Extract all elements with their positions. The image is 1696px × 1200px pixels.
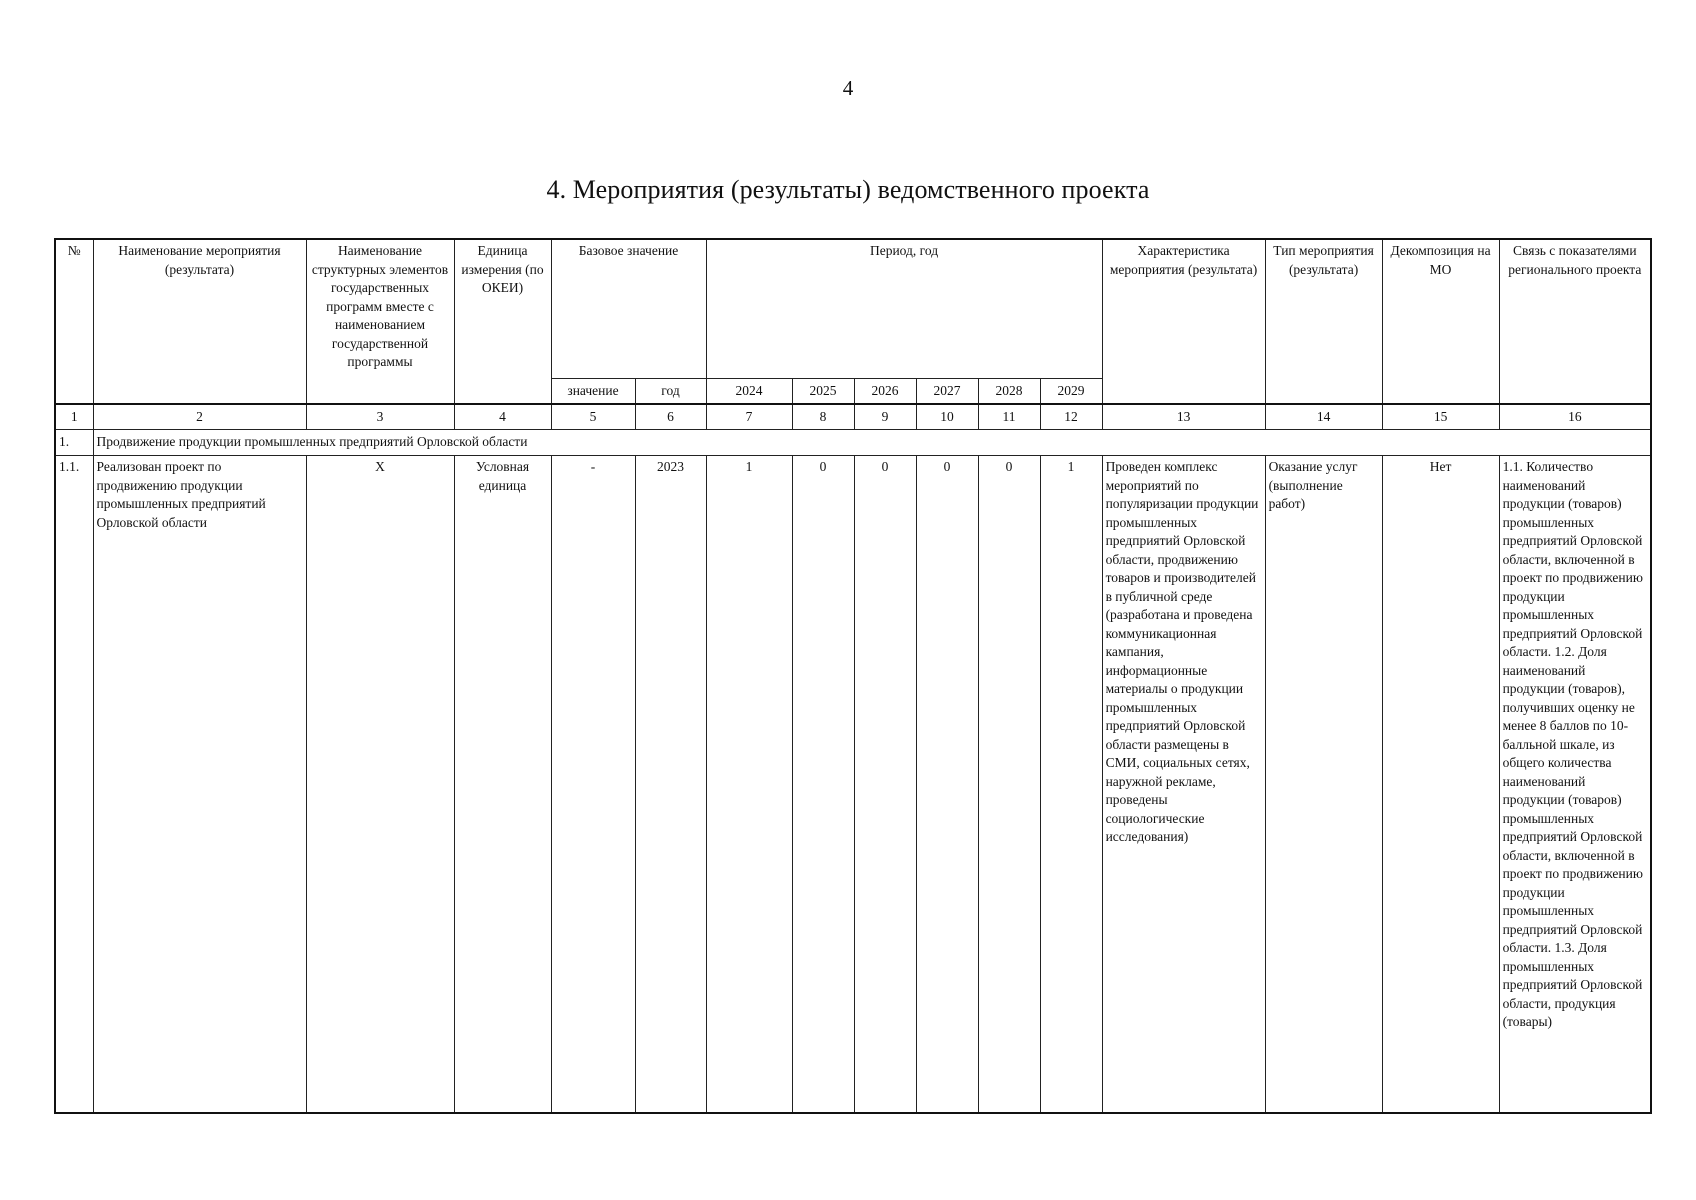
column-number: 2 xyxy=(93,404,306,430)
row-elements: X xyxy=(306,456,454,1114)
row-link: 1.1. Количество наименований продукции (товаров) промышленных предприятий Орловской области, включенной в проект по продвижению продукции промышленных предприятий Орловской области. 1.2. Доля наименований продукции (товаров), получивших оценку не менее 8 баллов по 10-балльной шкале, из общего количества наименований продукции (товаров) промышленных предприятий Орловской области, включенной в проект по продвижению продукции промышленных предприятий Орловской области. 1.3. Доля промышленных предприятий Орловской области, продукция (товары) xyxy=(1499,456,1651,1114)
row-base-year: 2023 xyxy=(635,456,706,1114)
row-decomposition: Нет xyxy=(1382,456,1499,1114)
column-number-row xyxy=(55,404,1651,430)
section-number: 1. xyxy=(55,430,93,456)
row-characteristic: Проведен комплекс мероприятий по популяризации продукции промышленных предприятий Орловской области, продвижению товаров и производителей в публичной среде (разработана и проведена коммуникационная кампания, информационные материалы о продукции промышленных предприятий Орловской области размещены в СМИ, социальных сетях, наружной рекламе, проведены социологические исследования) xyxy=(1102,456,1265,1114)
row-value-2025: 0 xyxy=(792,456,854,1114)
header-base-year: год xyxy=(635,379,706,405)
row-type: Оказание услуг (выполнение работ) xyxy=(1265,456,1382,1114)
column-number: 5 xyxy=(551,404,635,430)
header-year-2029: 2029 xyxy=(1040,379,1102,405)
column-number: 12 xyxy=(1040,404,1102,430)
column-number: 8 xyxy=(792,404,854,430)
header-base: Базовое значение xyxy=(551,239,706,379)
column-number: 13 xyxy=(1102,404,1265,430)
header-name: Наименование мероприятия (результата) xyxy=(93,239,306,404)
row-base-value: - xyxy=(551,456,635,1114)
row-unit: Условная единица xyxy=(454,456,551,1114)
row-value-2029: 1 xyxy=(1040,456,1102,1114)
header-link: Связь с показателями регионального проекта xyxy=(1499,239,1651,404)
header-type: Тип мероприятия (результата) xyxy=(1265,239,1382,404)
column-number: 10 xyxy=(916,404,978,430)
column-number: 7 xyxy=(706,404,792,430)
header-year-2027: 2027 xyxy=(916,379,978,405)
header-year-2025: 2025 xyxy=(792,379,854,405)
events-table xyxy=(54,238,1652,1114)
header-characteristic: Характеристика мероприятия (результата) xyxy=(1102,239,1265,404)
row-value-2026: 0 xyxy=(854,456,916,1114)
header-year-2028: 2028 xyxy=(978,379,1040,405)
row-value-2028: 0 xyxy=(978,456,1040,1114)
header-no: № xyxy=(55,239,93,404)
row-value-2027: 0 xyxy=(916,456,978,1114)
table-row xyxy=(55,456,1651,1114)
column-number: 1 xyxy=(55,404,93,430)
row-value-2024: 1 xyxy=(706,456,792,1114)
column-number: 6 xyxy=(635,404,706,430)
column-number: 15 xyxy=(1382,404,1499,430)
header-decomposition: Декомпозиция на МО xyxy=(1382,239,1499,404)
column-number: 14 xyxy=(1265,404,1382,430)
column-number: 16 xyxy=(1499,404,1651,430)
row-number: 1.1. xyxy=(55,456,93,1114)
row-name: Реализован проект по продвижению продукции промышленных предприятий Орловской области xyxy=(93,456,306,1114)
header-row xyxy=(55,239,1651,379)
column-number: 4 xyxy=(454,404,551,430)
column-number: 9 xyxy=(854,404,916,430)
column-number: 11 xyxy=(978,404,1040,430)
page-number: 4 xyxy=(842,76,854,100)
header-base-value: значение xyxy=(551,379,635,405)
header-year-2026: 2026 xyxy=(854,379,916,405)
page-title: 4. Мероприятия (результаты) ведомственного проекта xyxy=(546,175,1150,204)
section-row xyxy=(55,430,1651,456)
section-title: Продвижение продукции промышленных предприятий Орловской области xyxy=(93,430,1651,456)
header-period: Период, год xyxy=(706,239,1102,379)
header-unit: Единица измерения (по ОКЕИ) xyxy=(454,239,551,404)
header-elements: Наименование структурных элементов государственных программ вместе с наименованием государственной программы xyxy=(306,239,454,404)
column-number: 3 xyxy=(306,404,454,430)
header-year-2024: 2024 xyxy=(706,379,792,405)
